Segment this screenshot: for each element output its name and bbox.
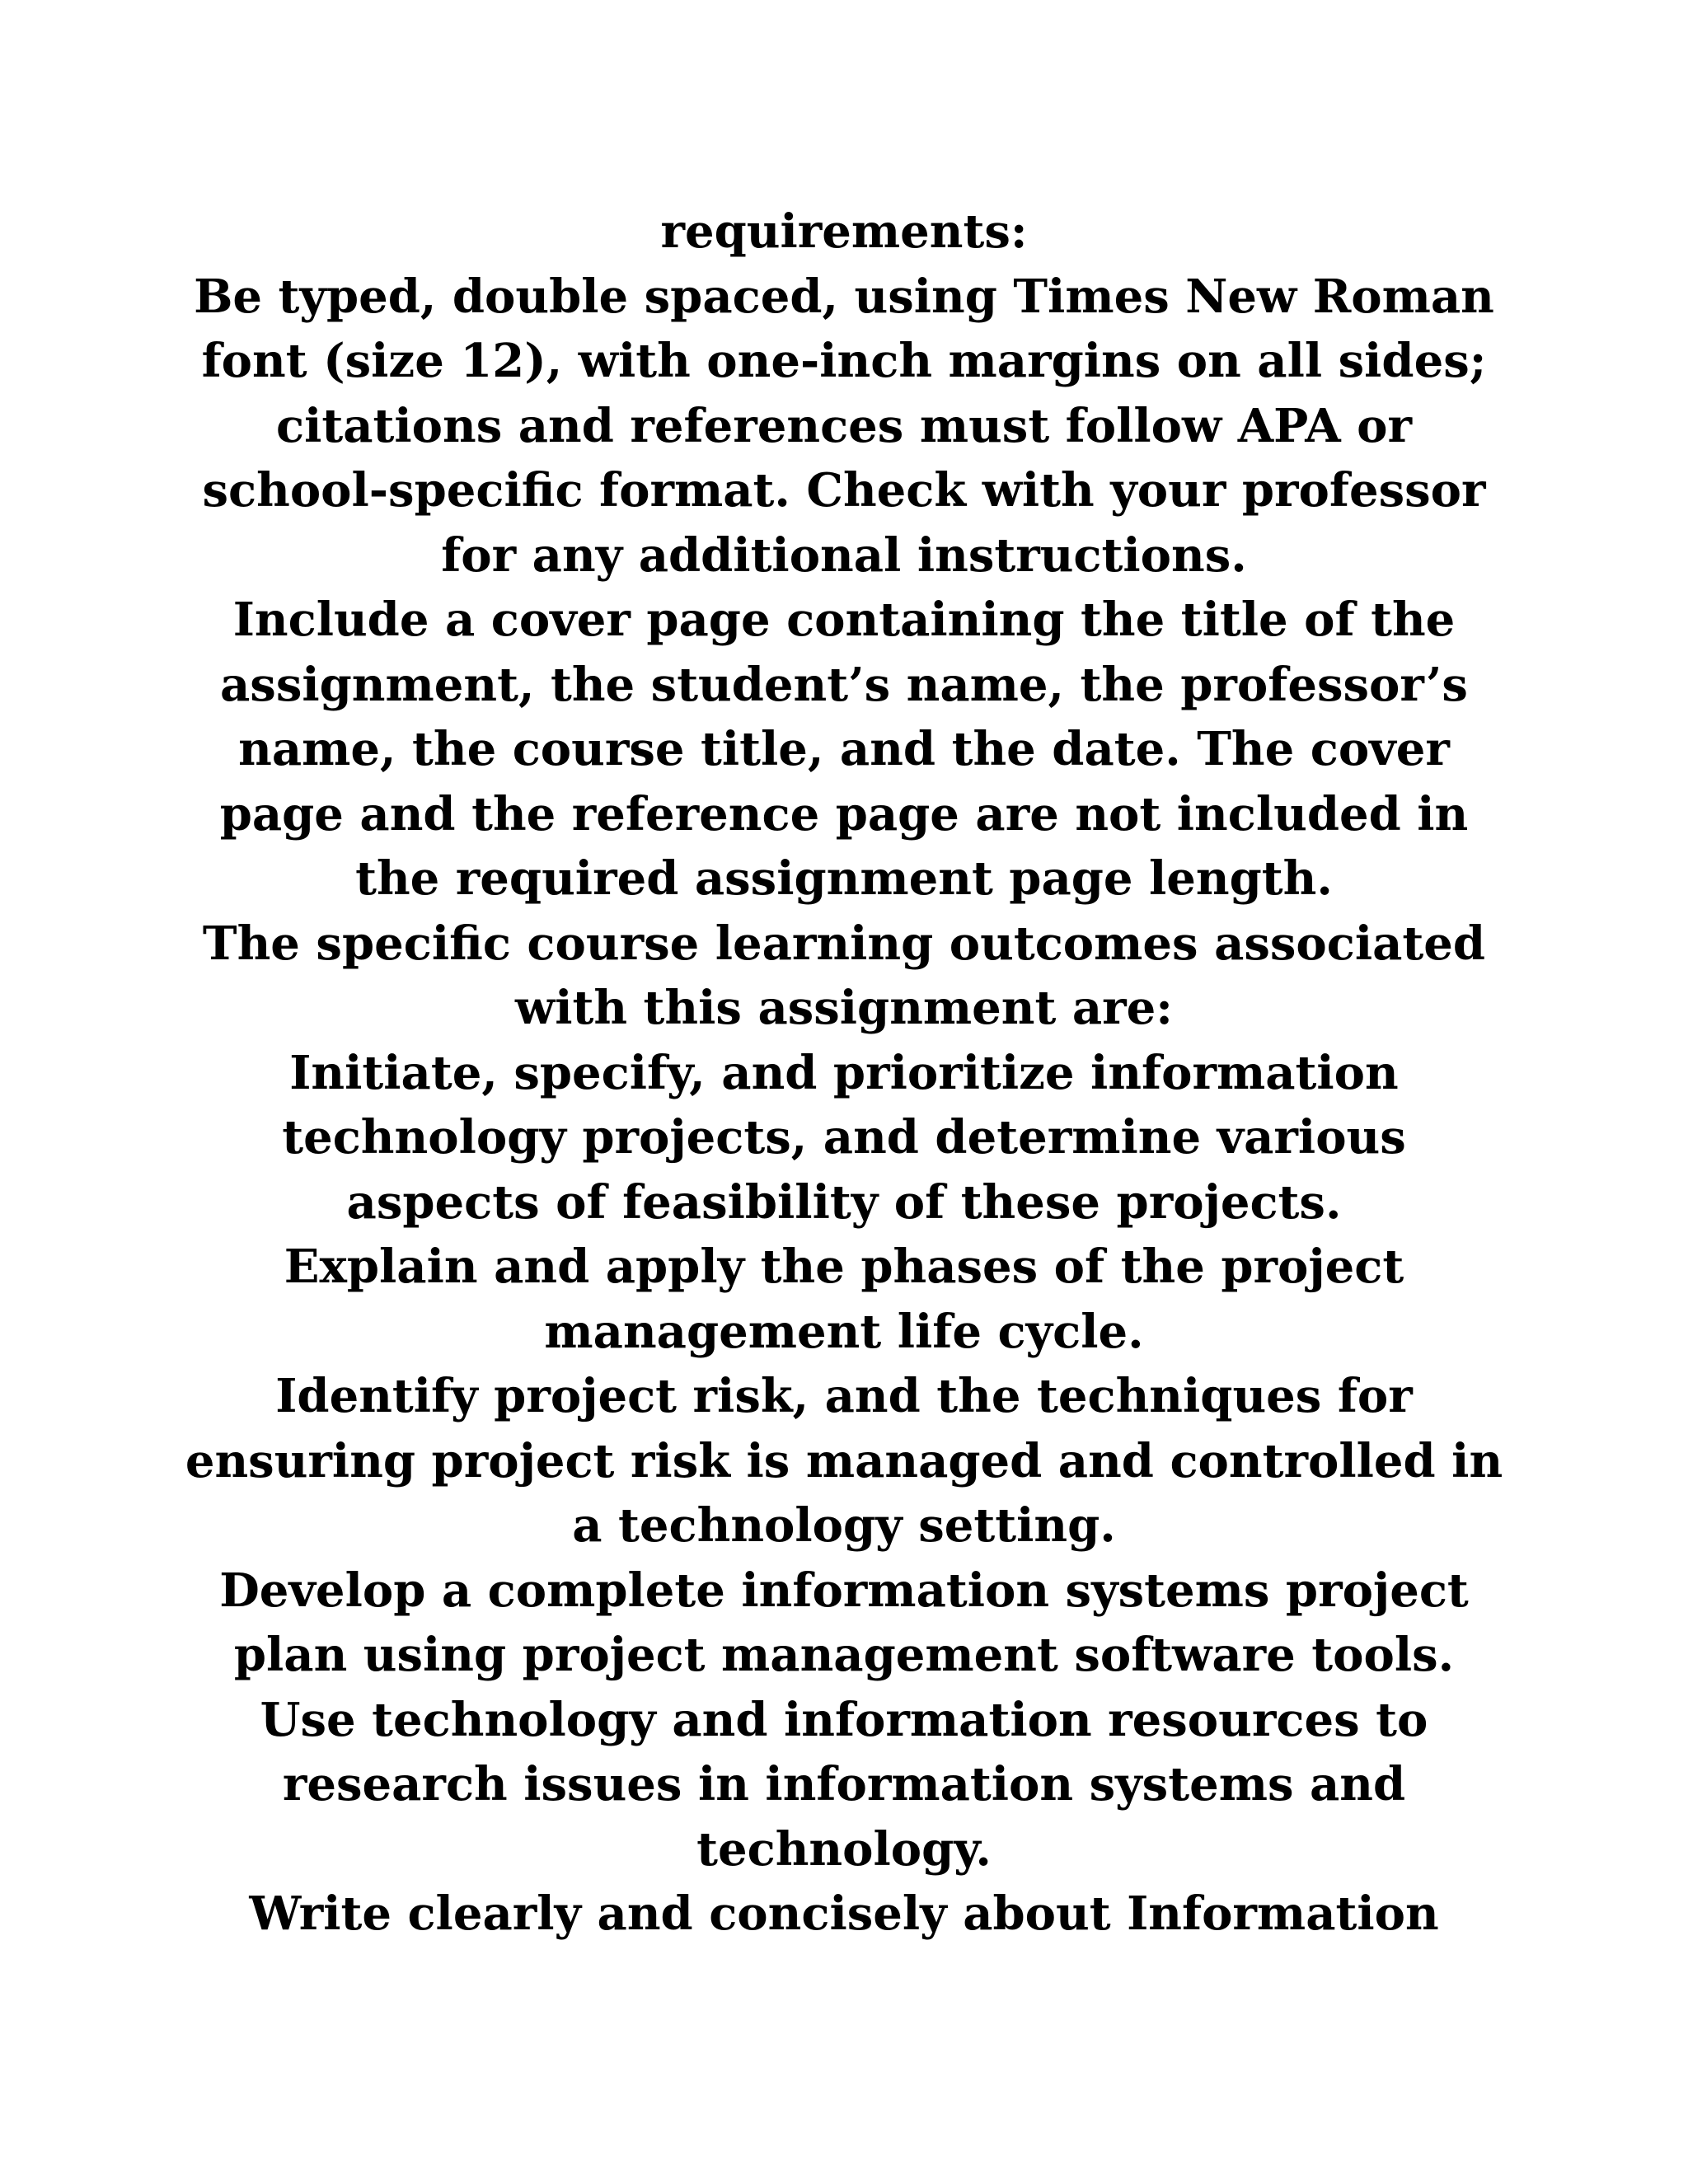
text-line: page and the reference page are not included in xyxy=(219,786,1469,841)
text-line: name, the course title, and the date. The cover xyxy=(238,722,1450,776)
text-line: requirements: xyxy=(660,204,1028,259)
text-line: school-specific format. Check with your professor xyxy=(202,463,1486,518)
text-line: research issues in information systems and xyxy=(282,1757,1406,1811)
text-line: Write clearly and concisely about Information xyxy=(249,1886,1439,1941)
text-line: Use technology and information resources to xyxy=(260,1692,1428,1747)
text-line: the required assignment page length. xyxy=(355,851,1333,906)
text-line: Include a cover page containing the title of the xyxy=(232,593,1456,647)
text-line: management life cycle. xyxy=(544,1304,1144,1359)
text-line: Develop a complete information systems project xyxy=(219,1563,1469,1618)
document-body xyxy=(165,199,1523,1947)
text-line: font (size 12), with one-inch margins on all sides; xyxy=(201,334,1487,388)
text-line: Initiate, specify, and prioritize information xyxy=(289,1045,1399,1100)
text-line: citations and references must follow APA or xyxy=(275,398,1413,453)
text-line: ensuring project risk is managed and controlled in xyxy=(185,1433,1503,1488)
text-line: for any additional instructions. xyxy=(441,527,1247,583)
text-line: assignment, the student’s name, the professor’s xyxy=(220,657,1468,712)
text-line: Explain and apply the phases of the project xyxy=(284,1240,1404,1294)
text-line: Be typed, double spaced, using Times New Roman xyxy=(194,269,1494,324)
text-line: technology. xyxy=(696,1821,992,1877)
text-line: plan using project management software tools. xyxy=(233,1628,1455,1682)
text-line: Identify project risk, and the techniques for xyxy=(275,1369,1413,1423)
text-line: aspects of feasibility of these projects. xyxy=(346,1174,1342,1230)
text-line: a technology setting. xyxy=(572,1498,1116,1553)
text-line: with this assignment are: xyxy=(515,981,1173,1035)
text-line: technology projects, and determine various xyxy=(282,1110,1406,1165)
text-line: The specific course learning outcomes associated xyxy=(202,916,1486,971)
